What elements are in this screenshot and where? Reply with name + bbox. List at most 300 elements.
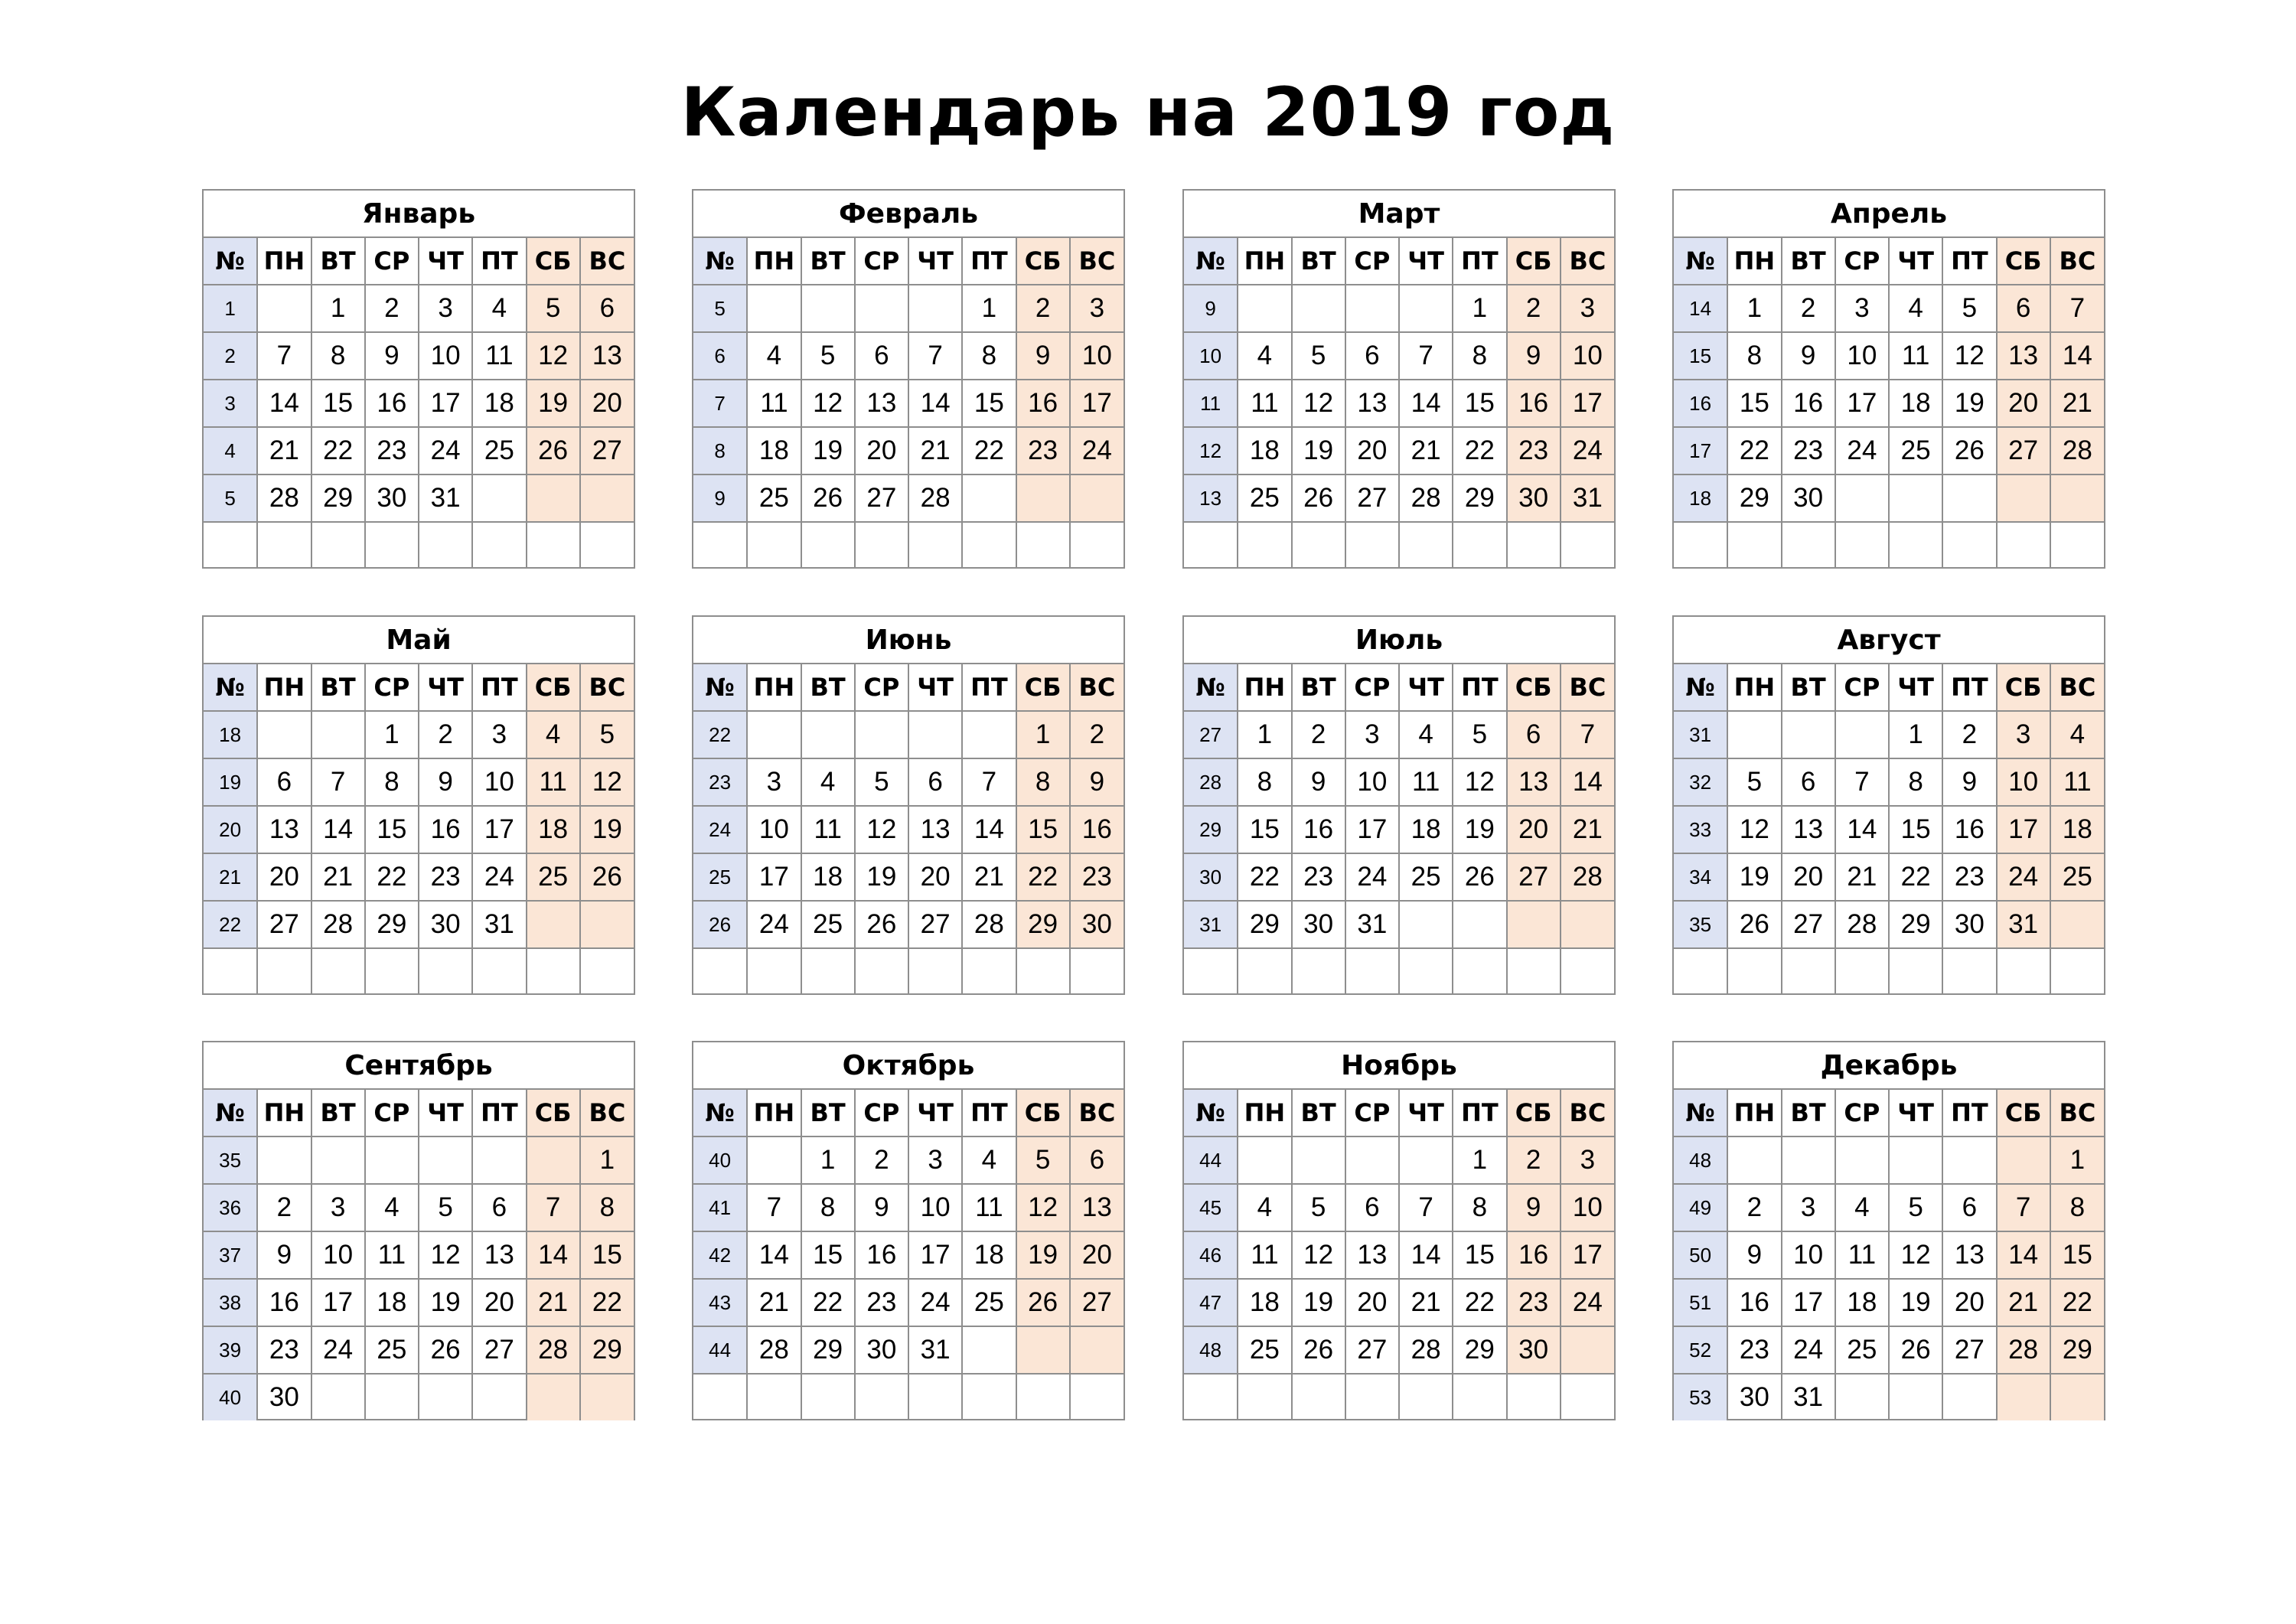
day-cell: 29: [1016, 901, 1070, 948]
day-cell: [1016, 522, 1070, 569]
day-cell: 4: [1835, 1184, 1889, 1231]
day-cell: 27: [1507, 853, 1561, 901]
weekday-header: СБ: [527, 237, 580, 285]
day-cell: 12: [1292, 1231, 1345, 1279]
day-cell: 31: [1561, 474, 1614, 522]
day-cell: 3: [1997, 711, 2050, 758]
day-cell: 30: [257, 1374, 311, 1420]
day-cell: 21: [1561, 806, 1614, 853]
weekday-header: ВТ: [1292, 237, 1345, 285]
week-number-header: №: [1674, 664, 1727, 711]
day-cell: [1238, 1374, 1291, 1420]
week-number-header: №: [204, 1089, 257, 1136]
week-row: [1184, 285, 1614, 332]
week-row: [1184, 1136, 1614, 1184]
day-cell: 7: [908, 332, 962, 380]
week-row: [693, 427, 1124, 474]
day-cell: [1399, 285, 1453, 332]
week-number-cell: 5: [204, 474, 257, 522]
month-table: [1674, 191, 2104, 569]
day-cell: 28: [1561, 853, 1614, 901]
day-cell: [365, 948, 419, 995]
day-cell: 3: [747, 758, 801, 806]
day-cell: [747, 285, 801, 332]
day-cell: 29: [311, 474, 365, 522]
day-cell: 21: [527, 1279, 580, 1326]
day-cell: 29: [1889, 901, 1942, 948]
day-cell: 24: [1345, 853, 1399, 901]
weekday-header: СР: [1345, 237, 1399, 285]
day-cell: 16: [1507, 380, 1561, 427]
day-cell: [1889, 522, 1942, 569]
week-number-cell: 25: [693, 853, 747, 901]
weekday-header: СБ: [1997, 237, 2050, 285]
day-cell: 12: [1292, 380, 1345, 427]
day-cell: [527, 522, 580, 569]
week-row: [693, 806, 1124, 853]
day-cell: [1561, 522, 1614, 569]
weekday-header: СБ: [1997, 1089, 2050, 1136]
day-cell: 24: [1835, 427, 1889, 474]
weekday-header: ВС: [580, 237, 634, 285]
day-cell: 21: [1399, 1279, 1453, 1326]
day-cell: [1292, 1136, 1345, 1184]
day-cell: [1016, 1374, 1070, 1420]
day-cell: [311, 948, 365, 995]
month-name: Февраль: [693, 191, 1124, 237]
weekday-header: ВС: [1070, 237, 1124, 285]
day-cell: [1561, 901, 1614, 948]
weekday-header: ВТ: [311, 664, 365, 711]
day-cell: [908, 948, 962, 995]
day-cell: 17: [908, 1231, 962, 1279]
day-cell: 19: [1453, 806, 1506, 853]
day-cell: 8: [801, 1184, 855, 1231]
day-cell: 15: [1238, 806, 1291, 853]
day-cell: 5: [1942, 285, 1996, 332]
month-table: [204, 617, 634, 995]
day-cell: [1292, 522, 1345, 569]
day-cell: [1561, 948, 1614, 995]
day-cell: 26: [419, 1326, 472, 1374]
week-row: [1184, 711, 1614, 758]
day-cell: 22: [311, 427, 365, 474]
weekday-header: СР: [855, 664, 908, 711]
day-cell: [311, 1374, 365, 1420]
day-cell: [962, 948, 1016, 995]
weekday-header: ВС: [1070, 664, 1124, 711]
week-row: [1674, 853, 2104, 901]
weekday-header: ПТ: [1453, 664, 1506, 711]
day-cell: [472, 1374, 526, 1420]
weekday-header: ПТ: [472, 237, 526, 285]
day-cell: 14: [527, 1231, 580, 1279]
day-cell: 16: [1016, 380, 1070, 427]
weekday-header: ПН: [257, 664, 311, 711]
day-cell: 16: [419, 806, 472, 853]
day-cell: [1453, 522, 1506, 569]
day-cell: 12: [855, 806, 908, 853]
week-number-cell: 48: [1184, 1326, 1238, 1374]
weekday-header: ЧТ: [1399, 237, 1453, 285]
day-cell: 14: [2050, 332, 2104, 380]
day-cell: 3: [311, 1184, 365, 1231]
weekday-header: ЧТ: [419, 664, 472, 711]
day-cell: 3: [1070, 285, 1124, 332]
day-cell: 22: [2050, 1279, 2104, 1326]
day-cell: 11: [801, 806, 855, 853]
week-row: [204, 806, 634, 853]
day-cell: 6: [472, 1184, 526, 1231]
day-cell: 6: [1070, 1136, 1124, 1184]
day-cell: 4: [1889, 285, 1942, 332]
day-cell: 13: [257, 806, 311, 853]
weekday-header: ПТ: [1453, 237, 1506, 285]
day-cell: [365, 1136, 419, 1184]
day-cell: 26: [1889, 1326, 1942, 1374]
day-cell: 18: [365, 1279, 419, 1326]
day-cell: 25: [1399, 853, 1453, 901]
day-cell: 9: [1507, 332, 1561, 380]
month-name: Сентябрь: [204, 1042, 634, 1089]
day-cell: 27: [257, 901, 311, 948]
day-cell: 3: [1345, 711, 1399, 758]
weekday-header: ЧТ: [1889, 1089, 1942, 1136]
week-number-cell: [1184, 522, 1238, 569]
day-cell: 22: [801, 1279, 855, 1326]
week-number-cell: 2: [204, 332, 257, 380]
week-number-cell: 18: [204, 711, 257, 758]
week-number-cell: 33: [1674, 806, 1727, 853]
week-row: [204, 853, 634, 901]
day-cell: 25: [1889, 427, 1942, 474]
weekday-header: СР: [1345, 1089, 1399, 1136]
day-cell: 30: [1070, 901, 1124, 948]
day-cell: 20: [1942, 1279, 1996, 1326]
day-cell: 23: [855, 1279, 908, 1326]
weekday-header: СР: [365, 237, 419, 285]
day-cell: [2050, 948, 2104, 995]
month-name: Апрель: [1674, 191, 2104, 237]
month-calendar: [1672, 189, 2105, 569]
week-row: [204, 1184, 634, 1231]
day-cell: [1345, 522, 1399, 569]
day-cell: 13: [1507, 758, 1561, 806]
day-cell: [419, 522, 472, 569]
day-cell: 4: [1238, 1184, 1291, 1231]
day-cell: [2050, 1374, 2104, 1420]
month-name: Март: [1184, 191, 1614, 237]
day-cell: 5: [1453, 711, 1506, 758]
week-number-cell: 43: [693, 1279, 747, 1326]
day-cell: 23: [1292, 853, 1345, 901]
day-cell: [527, 948, 580, 995]
day-cell: 9: [419, 758, 472, 806]
month-calendar: [692, 1041, 1125, 1420]
day-cell: 17: [472, 806, 526, 853]
day-cell: 8: [1238, 758, 1291, 806]
week-number-cell: 1: [204, 285, 257, 332]
week-row: [693, 332, 1124, 380]
day-cell: 11: [1238, 380, 1291, 427]
week-row: [1674, 1279, 2104, 1326]
week-row: [204, 948, 634, 995]
day-cell: 10: [908, 1184, 962, 1231]
day-cell: 9: [1782, 332, 1835, 380]
day-cell: 25: [2050, 853, 2104, 901]
day-cell: [1507, 522, 1561, 569]
day-cell: 18: [472, 380, 526, 427]
day-cell: 25: [962, 1279, 1016, 1326]
weekday-header: ПТ: [962, 664, 1016, 711]
day-cell: [1238, 948, 1291, 995]
day-cell: 10: [1561, 1184, 1614, 1231]
month-table: [204, 191, 634, 569]
day-cell: [1238, 1136, 1291, 1184]
day-cell: 18: [527, 806, 580, 853]
day-cell: 12: [1016, 1184, 1070, 1231]
day-cell: 23: [1507, 1279, 1561, 1326]
day-cell: 10: [1345, 758, 1399, 806]
month-name: Июнь: [693, 617, 1124, 664]
day-cell: 15: [801, 1231, 855, 1279]
day-cell: 20: [580, 380, 634, 427]
week-number-cell: [1674, 522, 1727, 569]
day-cell: 20: [257, 853, 311, 901]
day-cell: 8: [2050, 1184, 2104, 1231]
day-cell: [801, 948, 855, 995]
day-cell: 2: [1942, 711, 1996, 758]
day-cell: 15: [1889, 806, 1942, 853]
week-number-cell: 41: [693, 1184, 747, 1231]
day-cell: [1016, 1326, 1070, 1374]
day-cell: 30: [1727, 1374, 1781, 1420]
week-number-cell: 31: [1674, 711, 1727, 758]
day-cell: 3: [1835, 285, 1889, 332]
day-cell: 18: [1238, 427, 1291, 474]
day-cell: 16: [1292, 806, 1345, 853]
week-number-cell: 44: [693, 1326, 747, 1374]
weekday-header: ПН: [1238, 664, 1291, 711]
day-cell: [1835, 1136, 1889, 1184]
weekday-header: ЧТ: [419, 1089, 472, 1136]
day-cell: 26: [580, 853, 634, 901]
day-cell: 27: [1345, 1326, 1399, 1374]
day-cell: 9: [855, 1184, 908, 1231]
week-row: [1184, 380, 1614, 427]
day-cell: [1942, 522, 1996, 569]
day-cell: 24: [311, 1326, 365, 1374]
weekday-header: СБ: [1507, 664, 1561, 711]
day-cell: [1942, 948, 1996, 995]
day-cell: 11: [747, 380, 801, 427]
day-cell: 28: [527, 1326, 580, 1374]
weekday-header: ВС: [2050, 237, 2104, 285]
day-cell: [1399, 1374, 1453, 1420]
week-number-cell: 42: [693, 1231, 747, 1279]
day-cell: 25: [1238, 1326, 1291, 1374]
day-cell: 26: [1292, 474, 1345, 522]
week-row: [204, 1326, 634, 1374]
week-number-cell: 12: [1184, 427, 1238, 474]
day-cell: [257, 1136, 311, 1184]
day-cell: 3: [908, 1136, 962, 1184]
day-cell: 31: [1782, 1374, 1835, 1420]
day-cell: 25: [1238, 474, 1291, 522]
week-number-header: №: [204, 664, 257, 711]
week-row: [204, 901, 634, 948]
day-cell: [1399, 522, 1453, 569]
day-cell: 21: [962, 853, 1016, 901]
day-cell: 24: [747, 901, 801, 948]
day-cell: 27: [855, 474, 908, 522]
day-cell: 13: [1997, 332, 2050, 380]
week-number-cell: 48: [1674, 1136, 1727, 1184]
week-number-cell: [204, 948, 257, 995]
week-number-cell: 20: [204, 806, 257, 853]
week-row: [204, 1231, 634, 1279]
day-cell: 8: [962, 332, 1016, 380]
weekday-header: ВС: [580, 1089, 634, 1136]
day-cell: [962, 1326, 1016, 1374]
week-number-cell: [204, 522, 257, 569]
week-number-cell: 39: [204, 1326, 257, 1374]
day-cell: 13: [1070, 1184, 1124, 1231]
week-row: [693, 901, 1124, 948]
day-cell: 25: [527, 853, 580, 901]
week-row: [693, 380, 1124, 427]
day-cell: [1782, 948, 1835, 995]
day-cell: [1997, 522, 2050, 569]
weekday-header: ВС: [1070, 1089, 1124, 1136]
day-cell: 24: [472, 853, 526, 901]
day-cell: [908, 711, 962, 758]
day-cell: [1835, 1374, 1889, 1420]
day-cell: 30: [1507, 474, 1561, 522]
week-row: [1184, 901, 1614, 948]
week-row: [693, 1279, 1124, 1326]
day-cell: 12: [1727, 806, 1781, 853]
day-cell: 19: [1942, 380, 1996, 427]
day-cell: 31: [472, 901, 526, 948]
day-cell: [1453, 948, 1506, 995]
day-cell: 14: [311, 806, 365, 853]
day-cell: [1292, 285, 1345, 332]
weekday-header: ЧТ: [1399, 664, 1453, 711]
day-cell: [1942, 1136, 1996, 1184]
day-cell: 19: [1292, 1279, 1345, 1326]
day-cell: 14: [908, 380, 962, 427]
day-cell: 1: [1238, 711, 1291, 758]
week-number-cell: 30: [1184, 853, 1238, 901]
day-cell: 19: [1889, 1279, 1942, 1326]
day-cell: 5: [419, 1184, 472, 1231]
day-cell: 12: [580, 758, 634, 806]
day-cell: 18: [1835, 1279, 1889, 1326]
day-cell: 8: [1453, 1184, 1506, 1231]
day-cell: 16: [365, 380, 419, 427]
week-number-cell: 46: [1184, 1231, 1238, 1279]
weekday-header: ВТ: [1782, 1089, 1835, 1136]
day-cell: [1070, 522, 1124, 569]
weekday-header: СБ: [527, 664, 580, 711]
day-cell: 2: [1782, 285, 1835, 332]
day-cell: 25: [472, 427, 526, 474]
day-cell: 21: [1835, 853, 1889, 901]
day-cell: 7: [1835, 758, 1889, 806]
day-cell: 4: [801, 758, 855, 806]
day-cell: 2: [1507, 285, 1561, 332]
day-cell: 30: [1507, 1326, 1561, 1374]
weekday-header: СБ: [1507, 237, 1561, 285]
day-cell: [1345, 1136, 1399, 1184]
day-cell: [801, 285, 855, 332]
day-cell: 12: [1453, 758, 1506, 806]
day-cell: 18: [1399, 806, 1453, 853]
day-cell: 19: [1727, 853, 1781, 901]
day-cell: 26: [1453, 853, 1506, 901]
week-number-cell: 18: [1674, 474, 1727, 522]
week-row: [204, 427, 634, 474]
day-cell: 5: [1889, 1184, 1942, 1231]
day-cell: [801, 1374, 855, 1420]
day-cell: 29: [580, 1326, 634, 1374]
day-cell: [311, 522, 365, 569]
week-number-header: №: [1674, 237, 1727, 285]
day-cell: [1292, 948, 1345, 995]
month-calendar: [1182, 1041, 1616, 1420]
day-cell: [908, 1374, 962, 1420]
day-cell: 18: [801, 853, 855, 901]
day-cell: 21: [2050, 380, 2104, 427]
day-cell: [1507, 1374, 1561, 1420]
day-cell: 8: [365, 758, 419, 806]
day-cell: 15: [1727, 380, 1781, 427]
day-cell: [1070, 948, 1124, 995]
week-number-cell: 10: [1184, 332, 1238, 380]
day-cell: 9: [1070, 758, 1124, 806]
month-name: Май: [204, 617, 634, 664]
day-cell: 19: [580, 806, 634, 853]
day-cell: 14: [747, 1231, 801, 1279]
month-calendar: [202, 615, 635, 995]
day-cell: 1: [1889, 711, 1942, 758]
week-number-cell: 40: [204, 1374, 257, 1420]
day-cell: [527, 1136, 580, 1184]
week-row: [1184, 474, 1614, 522]
day-cell: 23: [365, 427, 419, 474]
day-cell: 18: [962, 1231, 1016, 1279]
day-cell: 5: [1292, 332, 1345, 380]
day-cell: 8: [1889, 758, 1942, 806]
weekday-header: ВТ: [1292, 664, 1345, 711]
day-cell: 2: [1727, 1184, 1781, 1231]
week-row: [693, 285, 1124, 332]
week-number-cell: 49: [1674, 1184, 1727, 1231]
weekday-header: ЧТ: [1399, 1089, 1453, 1136]
day-cell: 13: [1345, 1231, 1399, 1279]
month-table: [1674, 617, 2104, 995]
day-cell: 1: [962, 285, 1016, 332]
week-number-cell: 27: [1184, 711, 1238, 758]
week-number-cell: 17: [1674, 427, 1727, 474]
day-cell: 4: [527, 711, 580, 758]
day-cell: 26: [1292, 1326, 1345, 1374]
day-cell: 10: [311, 1231, 365, 1279]
day-cell: 15: [580, 1231, 634, 1279]
week-number-cell: 15: [1674, 332, 1727, 380]
week-number-cell: [693, 948, 747, 995]
